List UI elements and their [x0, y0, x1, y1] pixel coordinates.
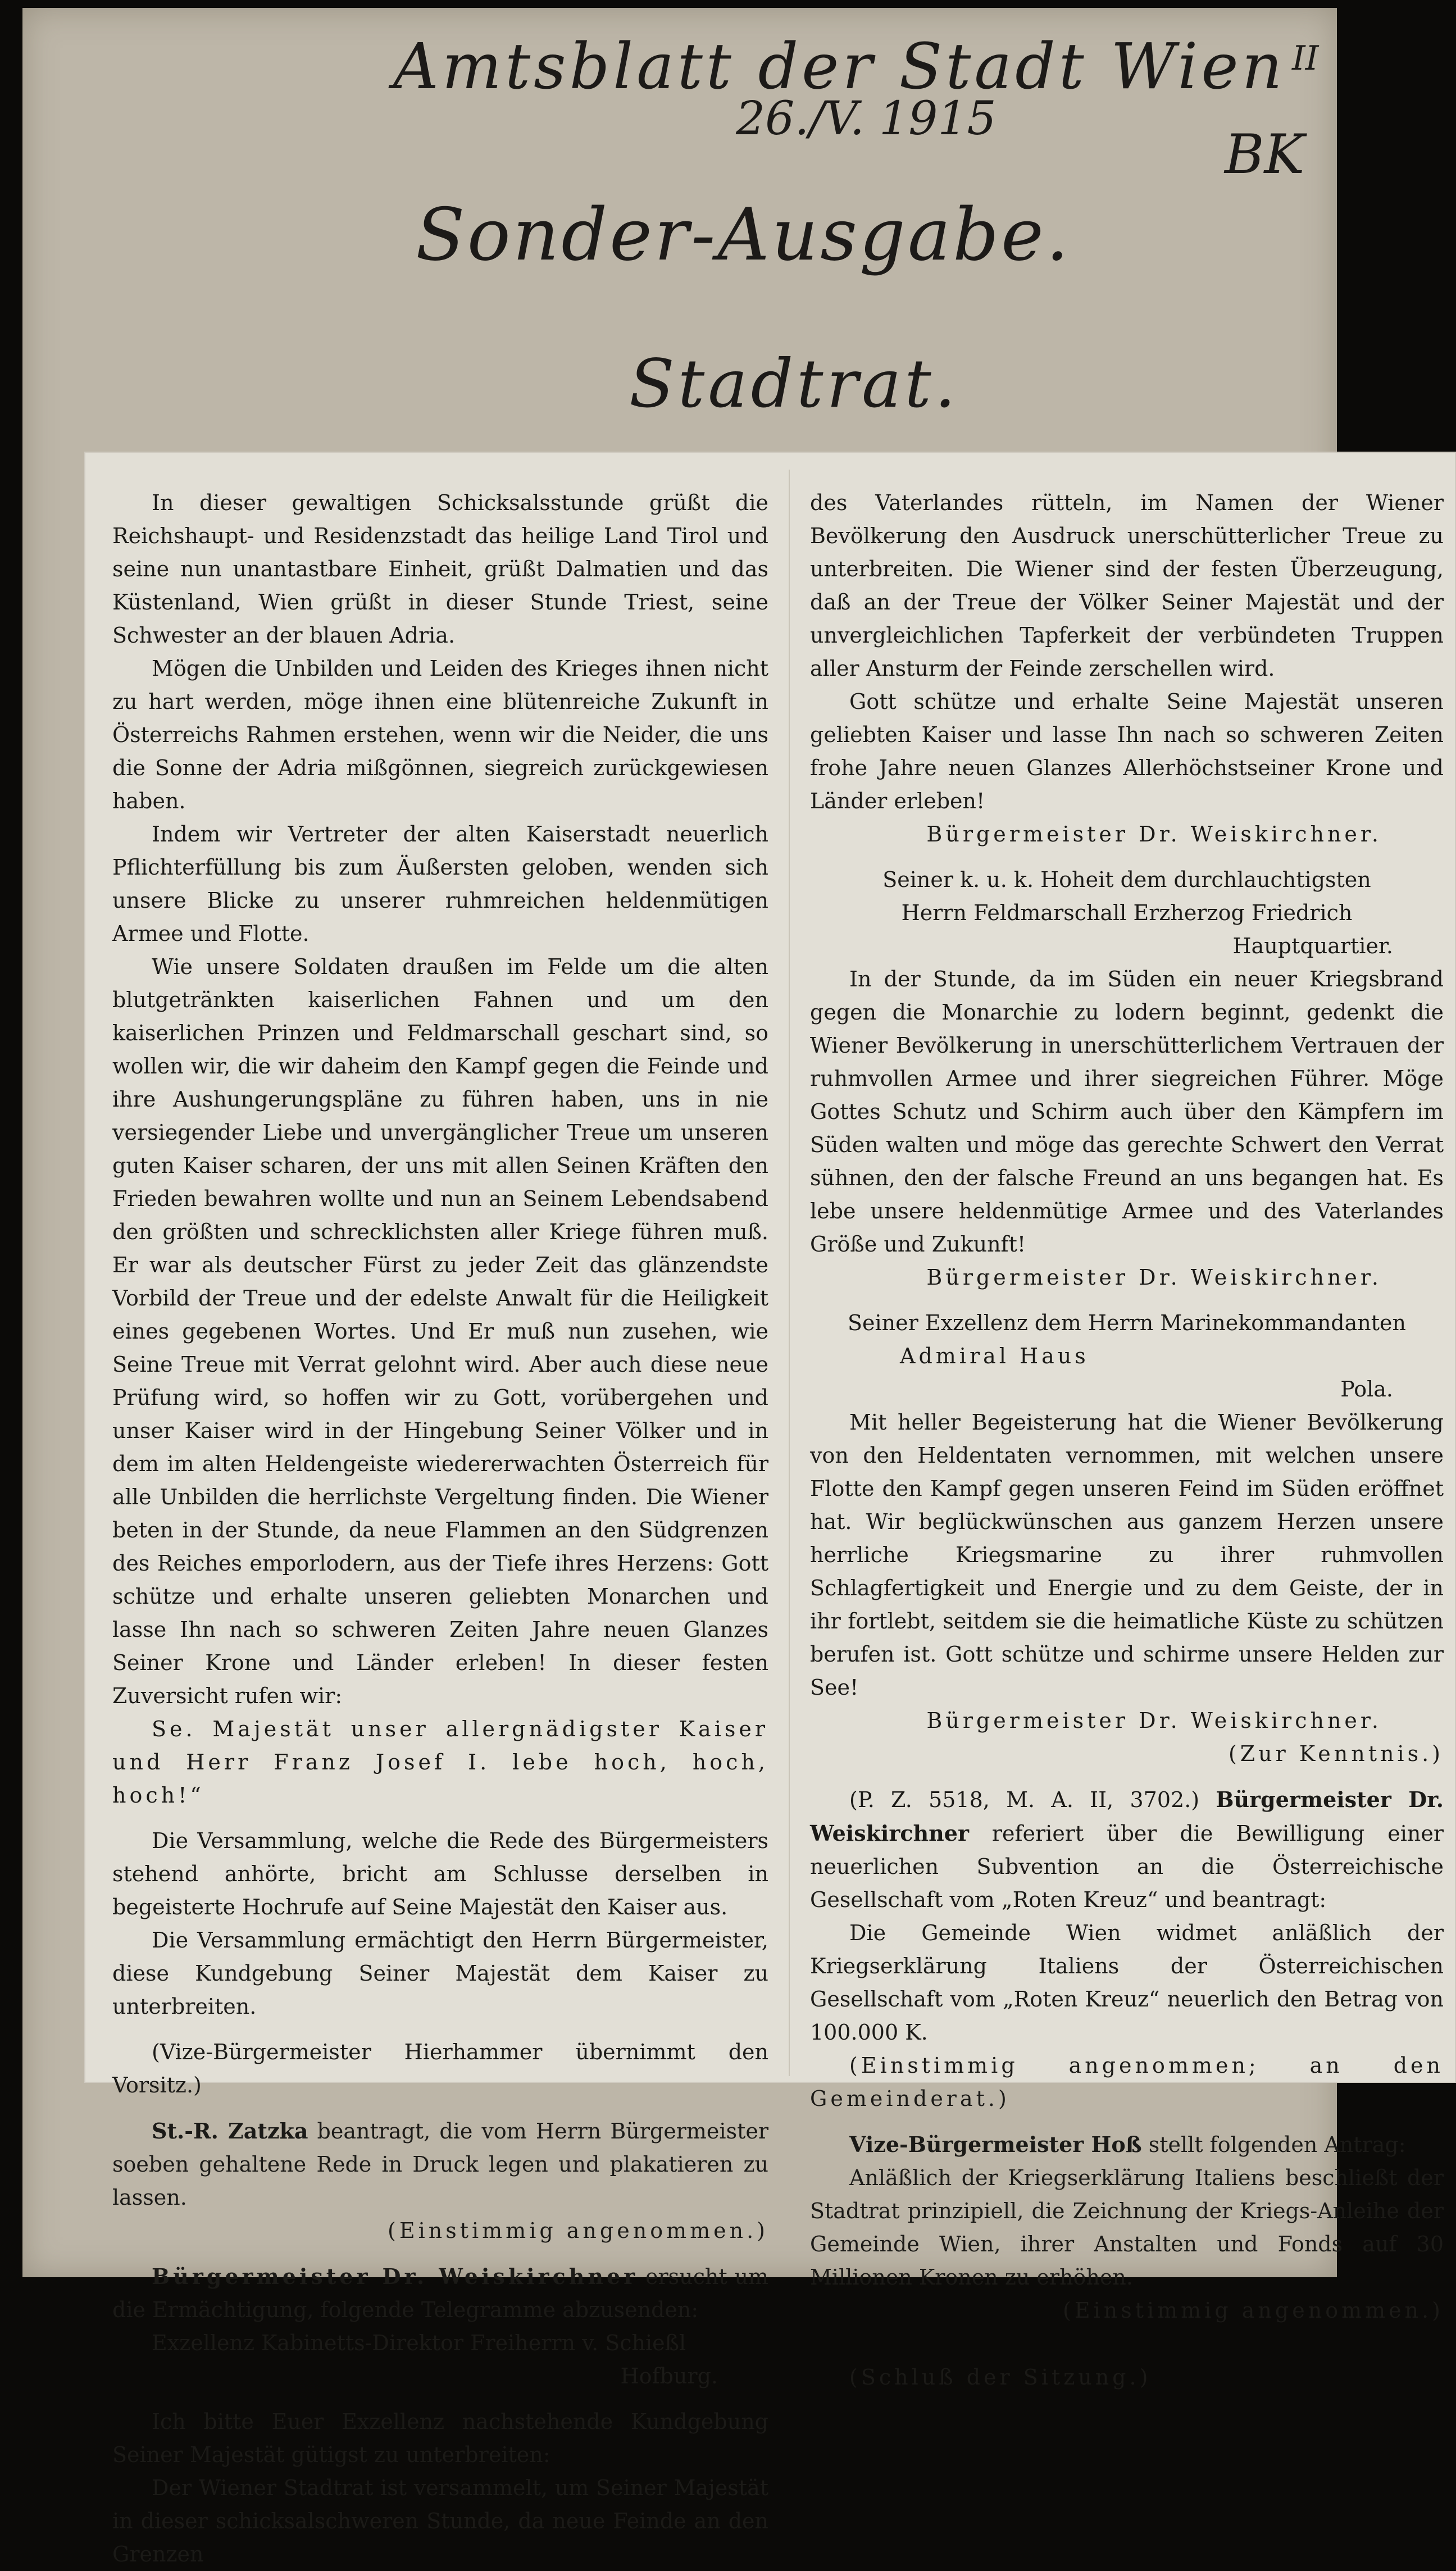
- paragraph: Mögen die Unbilden und Leiden des Krieges ihnen nicht zu hart werden, möge ihnen eine blütenreiche Zukunft in Österreichs Rahmen erstehen, wenn wir die Neider, die uns die Sonne der Adria mißgönnen, siegreich zurückgewiesen haben.: [112, 656, 768, 813]
- signature: Bürgermeister Dr. Weiskirchner.: [926, 1708, 1382, 1733]
- paragraph: [112, 2114, 768, 2214]
- telegram-place: Pola.: [1340, 1377, 1393, 1401]
- paragraph: (Vize-Bürgermeister Hierhammer übernimmt den Vorsitz.): [112, 2040, 768, 2097]
- vote-result: (Einstimmig angenommen; an den Gemeinderat.): [810, 2053, 1444, 2111]
- signature: Bürgermeister Dr. Weiskirchner.: [926, 1265, 1382, 1290]
- speaker-name: St.-R. Zatzka: [152, 2118, 308, 2144]
- paragraph: Der Wiener Stadtrat ist versammelt, um Seiner Majestät in dieser schicksalschweren Stunde, da neue Feinde an den Grenzen: [112, 2476, 768, 2567]
- vote-result: (Einstimmig angenommen.): [388, 2218, 768, 2243]
- motion-text: Anläßlich der Kriegserklärung Italiens beschließt der Stadtrat prinzipiell, die Zeichnung der Kriegs-Anleihe der Gemeinde Wien, ihrer Anstalten und Fonds auf 30 Millionen Kronen zu erhöhen.: [810, 2165, 1444, 2290]
- paragraph: Die Versammlung, welche die Rede des Bürgermeisters stehend anhörte, bricht am Schlusse derselben in begeisterte Hochrufe auf Seine Majestät den Kaiser aus.: [112, 1828, 768, 1919]
- session-closing: (Schluß der Sitzung.): [849, 2365, 1152, 2390]
- vote-result: (Einstimmig angenommen.): [1063, 2298, 1444, 2323]
- signature: Bürgermeister Dr. Weiskirchner.: [926, 822, 1382, 847]
- right-column: [810, 486, 1444, 2394]
- telegram-addressee: Seiner Exzellenz dem Herrn Marinekommandanten: [848, 1310, 1406, 1335]
- paragraph: Ich bitte Euer Exzellenz nachstehende Kundgebung Seiner Majestät gütigst zu unterbreiten:: [112, 2409, 768, 2467]
- paragraph: In dieser gewaltigen Schicksalsstunde grüßt die Reichshaupt- und Residenzstadt das heilige Land Tirol und seine nun unantastbare Einheit, grüßt Dalmatien und das Küstenland, Wien grüßt in dieser Stunde Triest, seine Schwester an der blauen Adria.: [112, 490, 768, 648]
- motion-text: Die Gemeinde Wien widmet anläßlich der Kriegserklärung Italiens der Österreichischen Gesellschaft vom „Roten Kreuz“ neuerlich den Betrag von 100.000 K.: [810, 1921, 1444, 2045]
- telegram-addressee: Seiner k. u. k. Hoheit dem durchlauchtigsten: [882, 867, 1371, 892]
- handwritten-roman-numeral: II: [1292, 39, 1319, 78]
- motion-text: beantragt, die vom Herrn Bürgermeister soeben gehaltene Rede in Druck legen und plakatieren zu lassen.: [112, 2119, 768, 2210]
- newspaper-clipping: [85, 453, 1455, 2567]
- paragraph: In der Stunde, da im Süden ein neuer Kriegsbrand gegen die Monarchie zu lodern beginnt, gedenkt die Wiener Bevölkerung in unerschütterlichem Vertrauen der ruhmvollen Armee und ihrer siegreichen Führer. Möge Gottes Schutz und Schirm auch über den Kämpfern im Süden walten und möge das gerechte Schwert den Verrat sühnen, den der falsche Freund an uns begangen hat. Es lebe unsere heldenmütige Armee und des Vaterlandes Größe und Zukunft!: [810, 967, 1444, 1257]
- request-text: ersucht um die Ermächtigung, folgende Telegramme abzusenden:: [112, 2264, 768, 2322]
- vote-result: (Zur Kenntnis.): [1228, 1741, 1444, 1766]
- telegram-addressee: Herrn Feldmarschall Erzherzog Friedrich: [901, 900, 1353, 925]
- paragraph: Wie unsere Soldaten draußen im Felde um die alten blutgetränkten kaiserlichen Fahnen und um den kaiserlichen Prinzen und Feldmarschall geschart sind, so wollen wir, die wir daheim den Kampf gegen die Feinde und ihre Aushungerungspläne zu führen haben, uns in nie versiegender Liebe und unvergänglicher Treue um unseren guten Kaiser scharen, der uns mit allen Seinen Kräften den Frieden bewahren wollte und nun an Seinem Lebendsabend den größten und schrecklichsten aller Kriege führen muß. Er war als deutscher Fürst zu jeder Zeit das glänzendste Vorbild der Treue und der edelste Anwalt für die Heiligkeit eines gegebenen Wortes. Und Er muß nun zusehen, wie Seine Treue mit Verrat gelohnt wird. Aber auch diese neue Prüfung wird, so hoffen wir zu Gott, vorübergehen und unser Kaiser wird in der Hingebung Seiner Völker und in dem im alten Heldengeiste wiedererwachten Österreich für alle Unbilden die herrlichste Vergeltung finden. Die Wiener beten in der Stunde, da neue Flammen an den Südgrenzen des Reiches emporlodern, aus der Tiefe ihres Herzens: Gott schütze und erhalte unseren geliebten Monarchen und lasse Ihn nach so schweren Zeiten Jahre neuen Glanzes Seiner Krone und Länder erleben! In dieser festen Zuversicht rufen wir:: [112, 954, 768, 1708]
- paragraph: Mit heller Begeisterung hat die Wiener Bevölkerung von den Heldentaten vernommen, mit welchen unsere Flotte den Kampf gegen unseren Feind im Süden eröffnet hat. Wir beglückwünschen aus ganzem Herzen unsere herrliche Kriegsmarine zu ihrer ruhmvollen Schlagfertigkeit und Energie und zu dem Geiste, der in ihr fortlebt, seitdem sie die heimatliche Küste zu schützen berufen ist. Gott schütze und schirme unsere Helden zur See!: [810, 1410, 1444, 1700]
- paragraph: [112, 2260, 768, 2327]
- telegram-addressee: Exzellenz Kabinetts-Direktor Freiherrn v. Schießl: [152, 2331, 686, 2355]
- paragraph: des Vaterlandes rütteln, im Namen der Wiener Bevölkerung den Ausdruck unerschütterlicher Treue zu unterbreiten. Die Wiener sind der festen Überzeugung, daß an der Treue der Völker Seiner Majestät und der unvergleichlichen Tapferkeit der verbündeten Truppen aller Ansturm der Feinde zerschellen wird.: [810, 490, 1444, 681]
- handwritten-date: 26./V. 1915: [736, 92, 997, 145]
- handwritten-heading: Sonder-Ausgabe.: [416, 193, 1071, 277]
- telegram-place: Hofburg.: [620, 2364, 718, 2388]
- report-text: referiert über die Bewilligung einer neuerlichen Subvention an die Österreichische Gesellschaft vom „Roten Kreuz“ und beantragt:: [810, 1821, 1444, 1912]
- speaker-name: Bürgermeister Dr. Weiskirchner: [152, 2264, 639, 2289]
- handwritten-section: Stadtrat.: [629, 345, 959, 422]
- motion-intro: stellt folgenden Antrag:: [1141, 2132, 1406, 2157]
- paragraph: [810, 1783, 1444, 1917]
- handwritten-mark: BK: [1225, 123, 1305, 186]
- speaker-name: Bürgermeister Dr. Weiskirchner: [810, 1787, 1444, 1846]
- paragraph: Se. Majestät unser allergnädigster Kaiser und Herr Franz Josef I. lebe hoch, hoch, hoch!“: [112, 1717, 768, 1808]
- paragraph: [810, 2128, 1444, 2162]
- telegram-addressee: Admiral Haus: [900, 1344, 1089, 1368]
- speaker-name: Vize-Bürgermeister Hoß: [849, 2132, 1142, 2157]
- left-column: [112, 486, 768, 2571]
- paragraph: Indem wir Vertreter der alten Kaiserstadt neuerlich Pflichterfüllung bis zum Äußersten geloben, wenden sich unsere Blicke zu unserer ruhmreichen heldenmütigen Armee und Flotte.: [112, 822, 768, 946]
- paragraph: Gott schütze und erhalte Seine Majestät unseren geliebten Kaiser und lasse Ihn nach so schweren Zeiten frohe Jahre neuen Glanzes Allerhöchstseiner Krone und Länder erleben!: [810, 689, 1444, 813]
- handwritten-title: Amtsblatt der Stadt Wien: [393, 30, 1286, 103]
- file-reference: (P. Z. 5518, M. A. II, 3702.): [849, 1787, 1216, 1812]
- telegram-place: Hauptquartier.: [1232, 934, 1393, 958]
- column-divider: [789, 470, 790, 2076]
- paragraph: Die Versammlung ermächtigt den Herrn Bürgermeister, diese Kundgebung Seiner Majestät dem Kaiser zu unterbreiten.: [112, 1928, 768, 2019]
